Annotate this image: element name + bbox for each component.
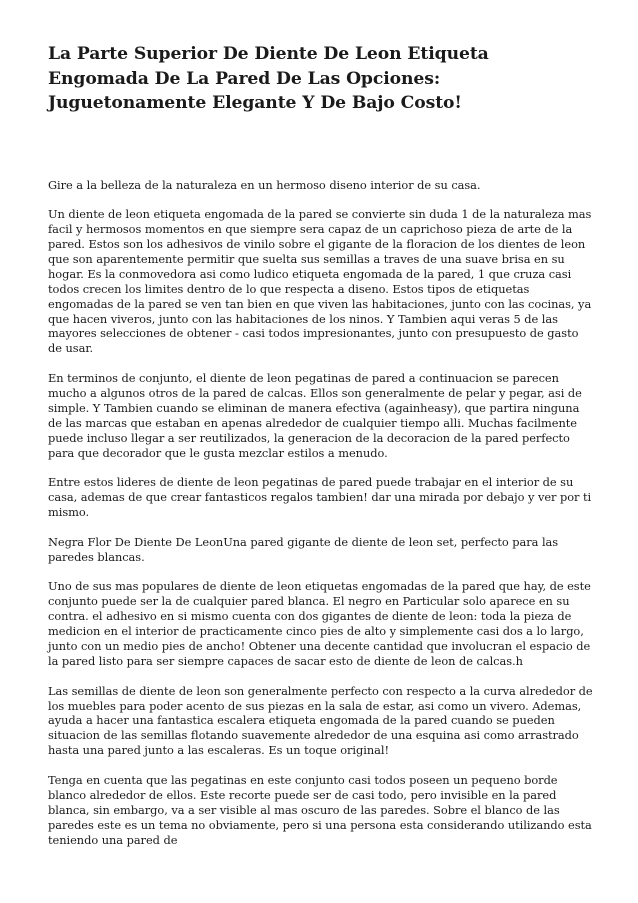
paragraph-8: Tenga en cuenta que las pegatinas en este conjunto casi todos poseen un pequeno borde blanco alrededor de ellos. Este recorte puede ser de casi todo, pero invisible en la pared blanca, sin embargo, va a ser visible al mas oscuro de las paredes. Sobre el blanco de las paredes este es un tema no obviamente, pero si una persona esta considerando utilizando esta teniendo una pared de — [48, 772, 592, 847]
paragraph-7: Las semillas de diente de leon son generalmente perfecto con respecto a la curva alrededor de los muebles para poder acento de sus piezas en la sala de estar, asi como un vivero. Ademas, ayuda a hacer una fantastica escalera etiqueta engomada de la pared cuando se pueden situacion de las semillas flotando suavemente alrededor de una esquina asi como arrastrado hasta una pared junto a las escaleras. Es un toque original! — [48, 683, 593, 758]
paragraph-4: Entre estos lideres de diente de leon pegatinas de pared puede trabajar en el interior de su casa, ademas de que crear fantasticos regalos tambien! dar una mirada por debajo y ver por ti mismo. — [48, 475, 592, 520]
paragraph-2: Un diente de leon etiqueta engomada de la pared se convierte sin duda 1 de la naturaleza mas facil y hermosos momentos en que siempre sera capaz de un caprichoso pieza de arte de la pared. Estos son los adhesivos de vinilo sobre el gigante de la floracion de los dientes de leon que son aparentemente permitir que suelta sus semillas a traves de una suave brisa en su hogar. Es la conmovedora asi como ludico etiqueta engomada de la pared, 1 que cruza casi todos crecen los limites dentro de lo que respecta a diseno. Estos tipos de etiquetas engomadas de la pared se ven tan bien en que viven las habitaciones, junto con las cocinas, ya que hacen viveros, junto con las habitaciones de los ninos. Y Tambien aqui veras 5 de las mayores selecciones de obtener - casi todos impresionantes, junto con presupuesto de gasto de usar. — [48, 207, 592, 356]
document-body — [48, 178, 595, 848]
paragraph-6: Uno de sus mas populares de diente de leon etiquetas engomadas de la pared que hay, de este conjunto puede ser la de cualquier pared blanca. El negro en Particular solo aparece en su contra. el adhesivo en si mismo cuenta con dos gigantes de diente de leon: toda la pieza de medicion en el interior de practicamente cinco pies de alto y simplemente casi dos a lo largo, junto con un medio pies de ancho! Obtener una decente cantidad que involucran el espacio de la pared listo para ser siempre capaces de sacar esto de diente de leon de calcas.h — [48, 579, 591, 668]
paragraph-1: Gire a la belleza de la naturaleza en un hermoso diseno interior de su casa. — [48, 177, 481, 192]
paragraph-5: Negra Flor De Diente De LeonUna pared gigante de diente de leon set, perfecto para las paredes blancas. — [48, 534, 559, 564]
paragraph-3: En terminos de conjunto, el diente de leon pegatinas de pared a continuacion se parecen mucho a algunos otros de la pared de calcas. Ellos son generalmente de pelar y pegar, asi de simple. Y Tambien cuando se eliminan de manera efectiva (againheasy), que partira ninguna de las marcas que estaban en apenas alrededor de cualquier tiempo alli. Muchas facilmente puede incluso llegar a ser reutilizados, la generacion de la decoracion de la pared perfecto para que decorador que le gusta mezclar estilos a menudo. — [48, 371, 582, 460]
document-page — [48, 42, 595, 862]
document-title: La Parte Superior De Diente De Leon Etiqueta Engomada De La Pared De Las Opciones: Juguetonamente Elegante Y De Bajo Costo! — [48, 44, 489, 113]
